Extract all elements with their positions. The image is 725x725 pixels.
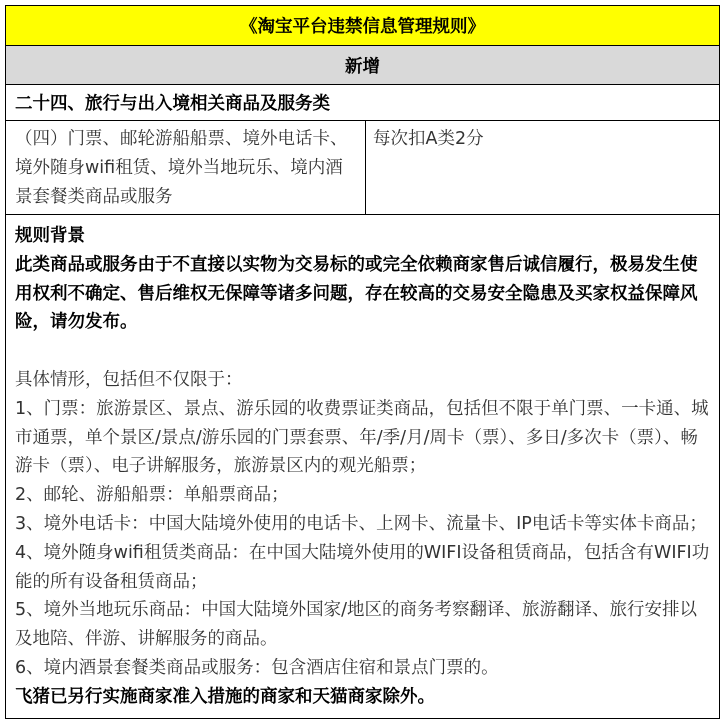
section-label: 新增 bbox=[345, 56, 380, 77]
background-row bbox=[6, 215, 719, 718]
rule-item-cell bbox=[6, 121, 366, 214]
case-item-3: 3、境外电话卡：中国大陆境外使用的电话卡、上网卡、流量卡、IP电话卡等实体卡商品； bbox=[15, 513, 707, 534]
document-title: 《淘宝平台违禁信息管理规则》 bbox=[240, 17, 485, 37]
exception-note: 飞猪已另行实施商家准入措施的商家和天猫商家除外。 bbox=[15, 686, 435, 707]
rule-penalty-cell bbox=[366, 121, 719, 214]
category-heading: 二十四、旅行与出入境相关商品及服务类 bbox=[15, 94, 330, 114]
case-item-5: 5、境外当地玩乐商品：中国大陆境外国家/地区的商务考察翻译、旅游翻译、旅行安排以及地陪、伴游、讲解服务的商品。 bbox=[15, 600, 698, 650]
category-row bbox=[6, 85, 719, 121]
case-item-1: 1、门票：旅游景区、景点、游乐园的收费票证类商品，包括但不限于单门票、一卡通、城市通票，单个景区/景点/游乐园的门票套票、年/季/月/周卡（票）、多日/多次卡（票）、畅游卡（票）、电子讲解服务，旅游景区内的观光船票； bbox=[15, 398, 709, 477]
section-row bbox=[6, 46, 719, 85]
case-item-2: 2、邮轮、游船船票：单船票商品； bbox=[15, 485, 289, 506]
title-row bbox=[6, 6, 719, 46]
background-heading: 规则背景 bbox=[15, 226, 85, 246]
rules-table bbox=[5, 5, 720, 719]
rule-item-text: （四）门票、邮轮游船船票、境外电话卡、境外随身wifi租赁、境外当地玩乐、境内酒景套餐类商品或服务 bbox=[15, 129, 348, 207]
case-list bbox=[15, 395, 713, 683]
case-item-6: 6、境内酒景套餐类商品或服务：包含酒店住宿和景点门票的。 bbox=[15, 657, 499, 678]
cases-intro: 具体情形，包括但不仅限于： bbox=[15, 369, 243, 390]
rule-penalty-text: 每次扣A类2分 bbox=[373, 129, 484, 149]
risk-summary: 此类商品或服务由于不直接以实物为交易标的或完全依赖商家售后诚信履行，极易发生使用权利不确定、售后维权无保障等诸多问题，存在较高的交易安全隐患及买家权益保障风险，请勿发布。 bbox=[15, 254, 698, 333]
rule-row bbox=[6, 121, 719, 215]
case-item-4: 4、境外随身wifi租赁类商品：在中国大陆境外使用的WIFI设备租赁商品，包括含有WIFI功能的所有设备租赁商品； bbox=[15, 542, 710, 592]
